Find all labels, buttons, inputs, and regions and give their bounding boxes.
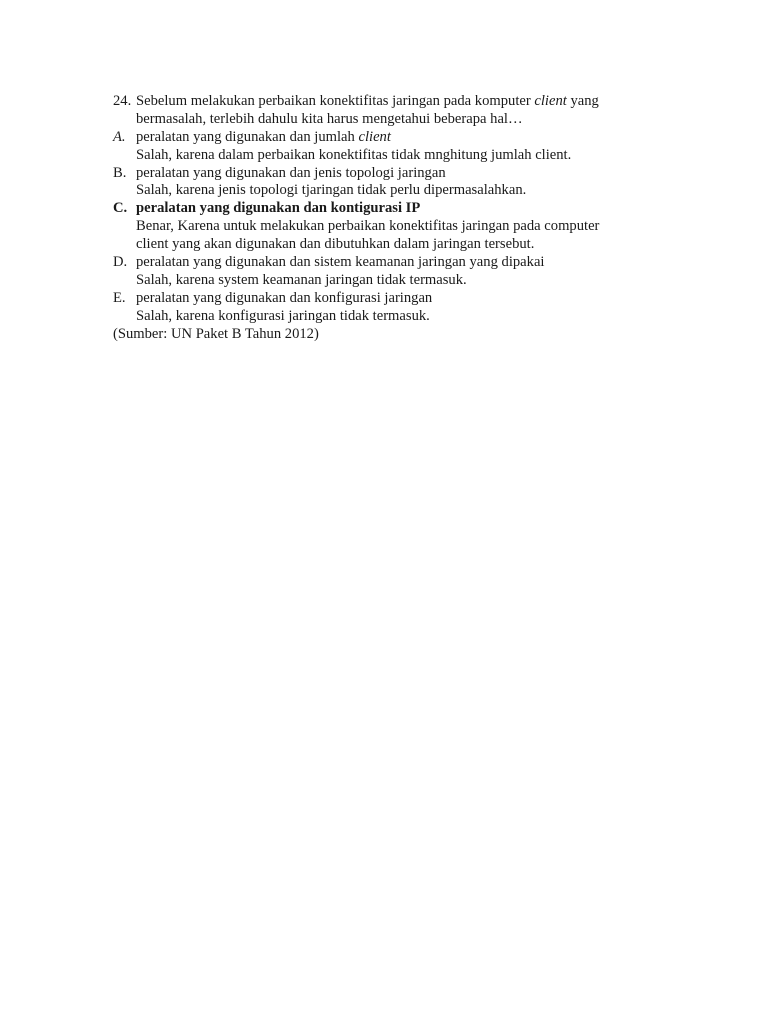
option-d-explanation — [113, 272, 713, 290]
option-b-text: peralatan yang digunakan dan jenis topologi jaringan — [136, 164, 446, 181]
option-c-explanation-2 — [113, 236, 713, 254]
option-d-text: peralatan yang digunakan dan sistem keamanan jaringan yang dipakai — [136, 254, 545, 271]
question-line-1 — [113, 93, 713, 111]
option-a-text-italic: client — [358, 128, 391, 145]
option-d-explanation-text: Salah, karena system keamanan jaringan tidak termasuk. — [136, 271, 467, 288]
question-text-line-2: bermasalah, terlebih dahulu kita harus mengetahui beberapa hal… — [136, 110, 523, 127]
option-e-explanation-text: Salah, karena konfigurasi jaringan tidak termasuk. — [136, 307, 430, 324]
option-c — [113, 200, 713, 218]
option-a-explanation — [113, 147, 713, 165]
option-e-explanation — [113, 308, 713, 326]
option-b-explanation-text: Salah, karena jenis topologi tjaringan tidak perlu dipermasalahkan. — [136, 182, 527, 199]
question-number: 24. — [113, 93, 132, 109]
option-d — [113, 254, 713, 272]
option-e-text: peralatan yang digunakan dan konfigurasi jaringan — [136, 289, 433, 306]
option-a-text-part: peralatan yang digunakan dan jumlah — [136, 128, 359, 145]
option-b-explanation — [113, 182, 713, 200]
option-b-letter: B. — [113, 164, 127, 181]
option-a — [113, 129, 713, 147]
option-c-explanation-text: Benar, Karena untuk melakukan perbaikan konektifitas jaringan pada computer — [136, 218, 600, 235]
option-e — [113, 290, 713, 308]
question-text-line-1 — [136, 93, 599, 111]
option-a-letter: A. — [113, 128, 126, 145]
option-d-letter: D. — [113, 254, 128, 271]
question-text-part: yang — [566, 93, 599, 109]
question-text-italic: client — [534, 93, 567, 109]
question-text-part: Sebelum melakukan perbaikan konektifitas jaringan pada komputer — [136, 93, 535, 109]
source-line — [113, 326, 713, 344]
option-a-text — [136, 129, 391, 147]
question-block — [113, 93, 713, 343]
option-c-letter: C. — [113, 200, 128, 217]
option-c-explanation-1 — [113, 218, 713, 236]
source-citation: (Sumber: UN Paket B Tahun 2012) — [113, 325, 319, 342]
option-b — [113, 165, 713, 183]
option-e-letter: E. — [113, 289, 126, 306]
option-c-explanation-text: client yang akan digunakan dan dibutuhkan dalam jaringan tersebut. — [136, 236, 535, 253]
question-line-2 — [113, 111, 713, 129]
option-a-explanation-text: Salah, karena dalam perbaikan konektifitas tidak mnghitung jumlah client. — [136, 146, 572, 163]
option-c-text: peralatan yang digunakan dan kontigurasi IP — [136, 200, 421, 217]
